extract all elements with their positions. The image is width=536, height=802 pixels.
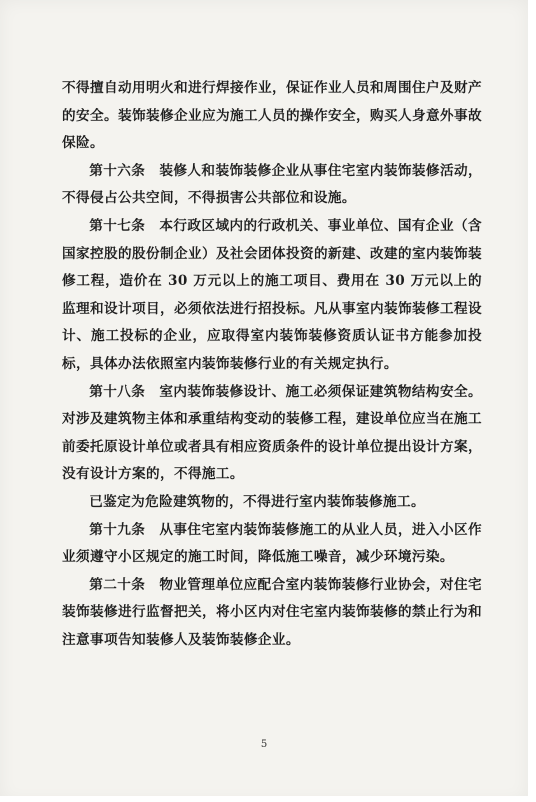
paragraph-article-16: 第十六条 装修人和装饰装修企业从事住宅室内装饰装修活动，不得侵占公共空间，不得损害公共部位和设施。 xyxy=(62,162,482,207)
document-body xyxy=(62,75,482,654)
paragraph-article-20: 第二十条 物业管理单位应配合室内装饰装修行业协会，对住宅装饰装修进行监督把关，将小区内对住宅室内装饰装修的禁止行为和注意事项告知装修人及装饰装修企业。 xyxy=(62,576,482,648)
scan-margin-bottom xyxy=(0,796,536,802)
paragraph-article-17: 第十七条 本行政区域内的行政机关、事业单位、国有企业（含国家控股的股份制企业）及社会团体投资的新建、改建的室内装饰装修工程，造价在 30 万元以上的施工项目、费用在 30 万元以上的监理和设计项目，必须依法进行招投标。凡从事室内装饰装修工程设计、施工投标的企业，应取得室内装饰装修资质认证书方能参加投标，具体办法依照室内装饰装修行业的有关规定执行。 xyxy=(62,217,482,372)
page-number: 5 xyxy=(260,739,268,750)
paragraph-dangerous-buildings: 已鉴定为危险建筑物的，不得进行室内装饰装修施工。 xyxy=(89,493,426,510)
scan-margin-right xyxy=(528,0,536,802)
paragraph-article-18: 第十八条 室内装饰装修设计、施工必须保证建筑物结构安全。对涉及建筑物主体和承重结构变动的装修工程，建设单位应当在施工前委托原设计单位或者具有相应资质条件的设计单位提出设计方案，没有设计方案的，不得施工。 xyxy=(62,383,482,483)
paragraph-continuation: 不得擅自动用明火和进行焊接作业，保证作业人员和周围住户及财产的安全。装饰装修企业应为施工人员的操作安全，购买人身意外事故保险。 xyxy=(62,80,482,152)
paragraph-article-19: 第十九条 从事住宅室内装饰装修施工的从业人员，进入小区作业须遵守小区规定的施工时间，降低施工噪音，减少环境污染。 xyxy=(62,521,482,566)
